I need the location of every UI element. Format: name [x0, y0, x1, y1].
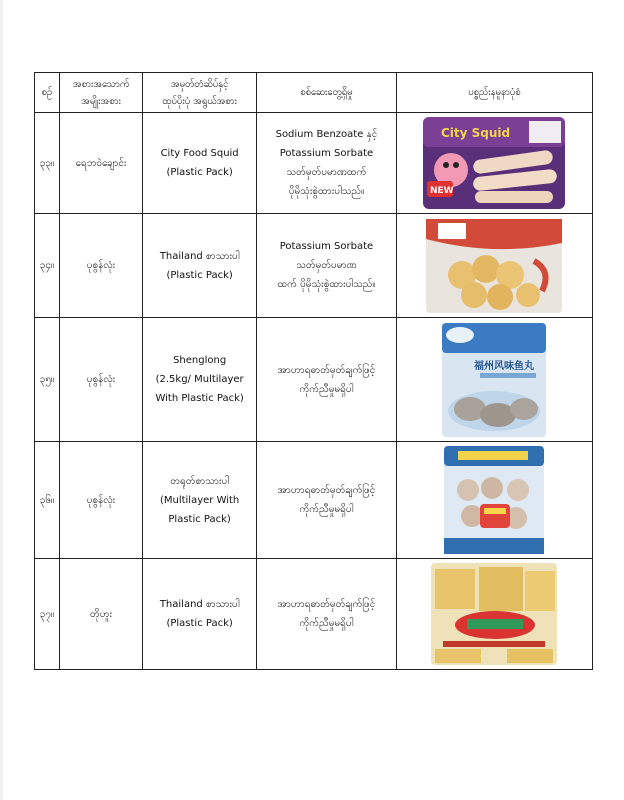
page-edge — [0, 0, 3, 800]
result-line: သတ်မှတ်ပမာဏထက် — [286, 167, 367, 178]
header-brand — [143, 73, 257, 113]
result-line: Sodium Benzoate နှင့် — [275, 129, 378, 140]
brand-cell — [143, 318, 257, 442]
squid-stick-package-image — [421, 115, 567, 211]
result-line: သတ်မှတ်ပမာဏ — [296, 260, 357, 271]
photo-cell — [396, 318, 592, 442]
brand-cell — [143, 113, 257, 214]
tofu-package-image — [429, 561, 559, 667]
row-number: ၃၇။ — [35, 559, 60, 670]
brand-cell — [143, 559, 257, 670]
food-type: ပုစွန်လုံး — [59, 318, 142, 442]
result-cell — [257, 559, 397, 670]
food-type: တိုဟူး — [59, 559, 142, 670]
result-cell — [257, 214, 397, 318]
row-number: ၃၃။ — [35, 113, 60, 214]
brand-line: Thailand စာသားပါ — [159, 250, 240, 262]
food-type: ပုစွန်လုံး — [59, 214, 142, 318]
row-number: ၃၅။ — [35, 318, 60, 442]
meatball-package-image — [442, 444, 546, 556]
result-line: ကိုက်ညီမှုမရှိပါ — [299, 618, 354, 629]
table-row — [35, 214, 593, 318]
brand-line: (Plastic Pack) — [166, 269, 233, 281]
package-badge-text: NEW — [430, 186, 455, 196]
brand-line: Plastic Pack) — [168, 513, 231, 525]
photo-cell — [396, 113, 592, 214]
header-no: စဉ် — [35, 73, 60, 113]
header-food-type — [59, 73, 142, 113]
brand-cell — [143, 442, 257, 559]
result-line: Potassium Sorbate — [279, 148, 374, 159]
result-line: အာဟာရဓာတ်မှတ်ချက်ဖြင့် — [277, 599, 376, 610]
result-line: ကိုက်ညီမှုမရှိပါ — [299, 383, 354, 395]
brand-line: Thailand စာသားပါ — [159, 599, 240, 610]
row-number: ၃၆။ — [35, 442, 60, 559]
header-brand-line: အမှတ်တံဆိပ်နှင့် — [170, 78, 229, 90]
inspection-table — [34, 72, 593, 670]
shrimp-ball-package-image — [424, 217, 564, 315]
row-number: ၃၄။ — [35, 214, 60, 318]
photo-cell — [396, 214, 592, 318]
food-type: ပုစွန်လုံး — [59, 442, 142, 559]
result-line: ကိုက်ညီမှုမရှိပါ — [299, 504, 354, 515]
result-cell — [257, 318, 397, 442]
table-row — [35, 318, 593, 442]
photo-cell — [396, 559, 592, 670]
brand-line: (Plastic Pack) — [166, 618, 233, 629]
food-type: ရေဘဝဲချောင်း — [59, 113, 142, 214]
table-row — [35, 113, 593, 214]
result-line: Potassium Sorbate — [279, 241, 374, 252]
result-line: အာဟာရဓာတ်မှတ်ချက်ဖြင့် — [277, 364, 376, 376]
table-row — [35, 442, 593, 559]
header-food-type-line: အစားအသောက် — [72, 78, 130, 90]
table-header-row — [35, 73, 593, 113]
brand-line: (2.5kg/ Multilayer — [155, 374, 244, 385]
result-line: အာဟာရဓာတ်မှတ်ချက်ဖြင့် — [277, 485, 376, 496]
table-row — [35, 559, 593, 670]
brand-line: City Food Squid — [160, 148, 239, 159]
result-line: ပိုမိုသုံးစွဲထားပါသည်။ — [288, 186, 365, 197]
header-photo: ပစ္စည်းနမူနာပုံစံ — [396, 73, 592, 113]
result-cell — [257, 113, 397, 214]
result-cell — [257, 442, 397, 559]
brand-line: With Plastic Pack) — [155, 393, 244, 404]
header-brand-line: ထုပ်ပိုးပုံ အရွယ်အစား — [162, 95, 237, 107]
result-line: ထက် ပိုမိုသုံးစွဲထားပါသည်။ — [277, 279, 376, 290]
header-result: စစ်ဆေးတွေ့ရှိမှု — [257, 73, 397, 113]
brand-line: (Multilayer With — [159, 494, 240, 506]
fish-ball-package-image — [440, 321, 548, 439]
package-brand-text: City Squid — [441, 126, 511, 140]
header-food-type-line: အမျိုးအစား — [81, 95, 121, 107]
brand-line: တရုတ်စာသားပါ — [170, 475, 229, 487]
photo-cell — [396, 442, 592, 559]
brand-cell — [143, 214, 257, 318]
package-brand-text: 福州风味鱼丸 — [474, 360, 535, 372]
brand-line: (Plastic Pack) — [166, 167, 233, 178]
brand-line: Shenglong — [173, 355, 227, 366]
